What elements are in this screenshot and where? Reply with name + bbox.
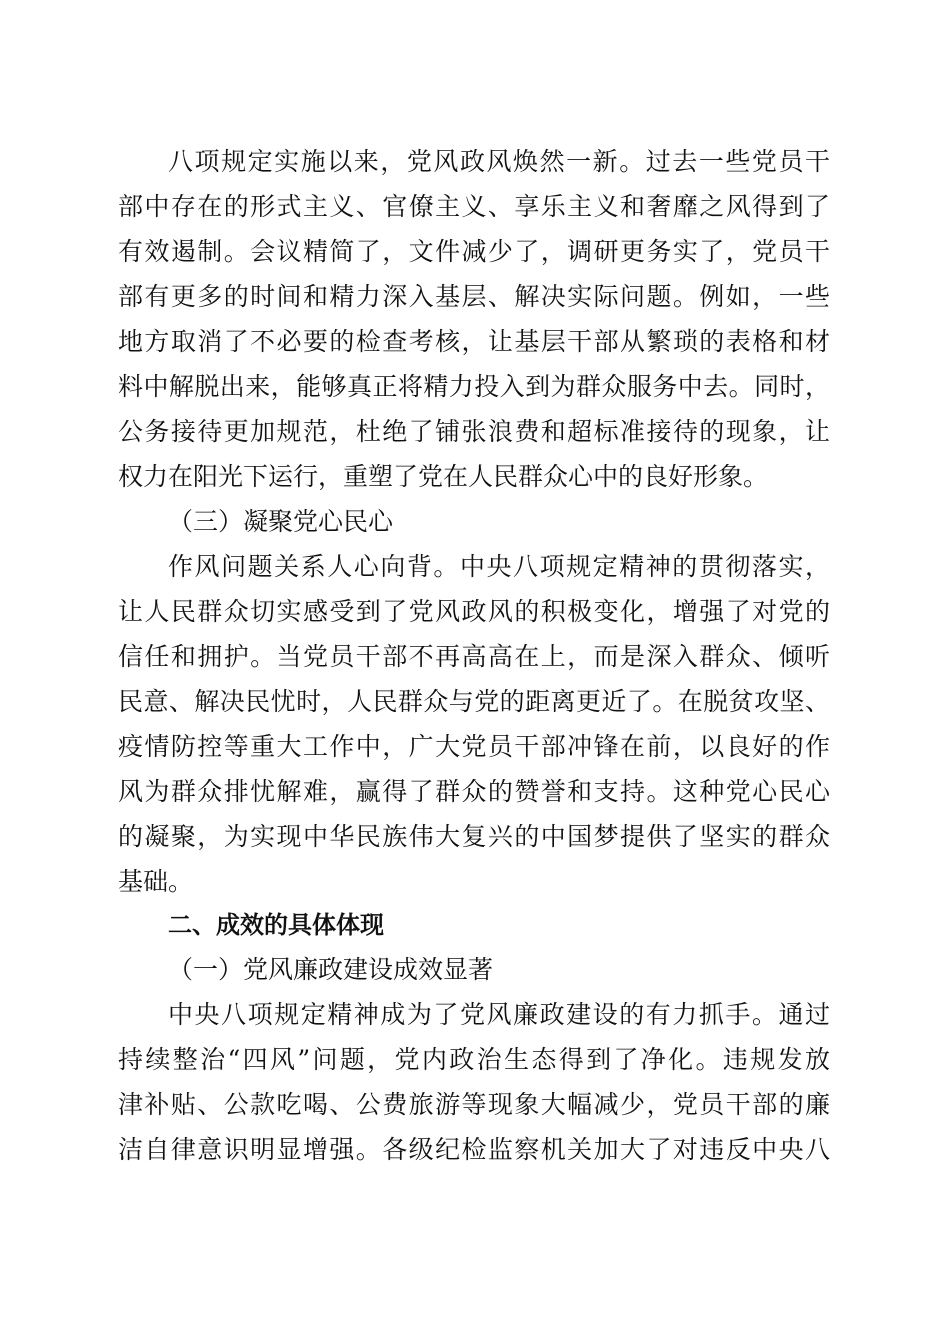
paragraph-line: 的凝聚，为实现中华民族伟大复兴的中国梦提供了坚实的群众 xyxy=(118,822,830,851)
paragraph-line: 基础。 xyxy=(118,867,194,896)
section-subheading: （一）党风廉政建设成效显著 xyxy=(168,955,494,984)
paragraph-line: 地方取消了不必要的检查考核，让基层干部从繁琐的表格和材 xyxy=(118,327,830,356)
paragraph-line: 部有更多的时间和精力深入基层、解决实际问题。例如，一些 xyxy=(118,282,830,311)
paragraph-line: 权力在阳光下运行，重塑了党在人民群众心中的良好形象。 xyxy=(118,462,769,491)
paragraph-line: 让人民群众切实感受到了党风政风的积极变化，增强了对党的 xyxy=(118,597,830,626)
section-subheading: （三）凝聚党心民心 xyxy=(168,507,394,536)
paragraph-line: 有效遏制。会议精简了，文件减少了，调研更务实了，党员干 xyxy=(118,237,830,266)
paragraph-line: 民意、解决民忧时，人民群众与党的距离更近了。在脱贫攻坚、 xyxy=(118,687,830,716)
paragraph-line: 津补贴、公款吃喝、公费旅游等现象大幅减少，党员干部的廉 xyxy=(118,1090,830,1119)
paragraph-line: 疫情防控等重大工作中，广大党员干部冲锋在前，以良好的作 xyxy=(118,732,830,761)
paragraph-line: 持续整治“四风”问题，党内政治生态得到了净化。违规发放 xyxy=(118,1045,830,1074)
paragraph-line: 作风问题关系人心向背。中央八项规定精神的贯彻落实， xyxy=(168,552,830,581)
paragraph-line: 部中存在的形式主义、官僚主义、享乐主义和奢靡之风得到了 xyxy=(118,192,830,221)
section-heading: 二、成效的具体体现 xyxy=(168,911,384,939)
paragraph-line: 洁自律意识明显增强。各级纪检监察机关加大了对违反中央八 xyxy=(118,1135,830,1164)
paragraph-line: 风为群众排忧解难，赢得了群众的赞誉和支持。这种党心民心 xyxy=(118,777,830,806)
paragraph-line: 公务接待更加规范，杜绝了铺张浪费和超标准接待的现象，让 xyxy=(118,417,830,446)
paragraph-line: 信任和拥护。当党员干部不再高高在上，而是深入群众、倾听 xyxy=(118,642,830,671)
paragraph-line: 中央八项规定精神成为了党风廉政建设的有力抓手。通过 xyxy=(168,1000,830,1029)
paragraph-line: 八项规定实施以来，党风政风焕然一新。过去一些党员干 xyxy=(168,147,830,176)
paragraph-line: 料中解脱出来，能够真正将精力投入到为群众服务中去。同时， xyxy=(118,372,830,401)
